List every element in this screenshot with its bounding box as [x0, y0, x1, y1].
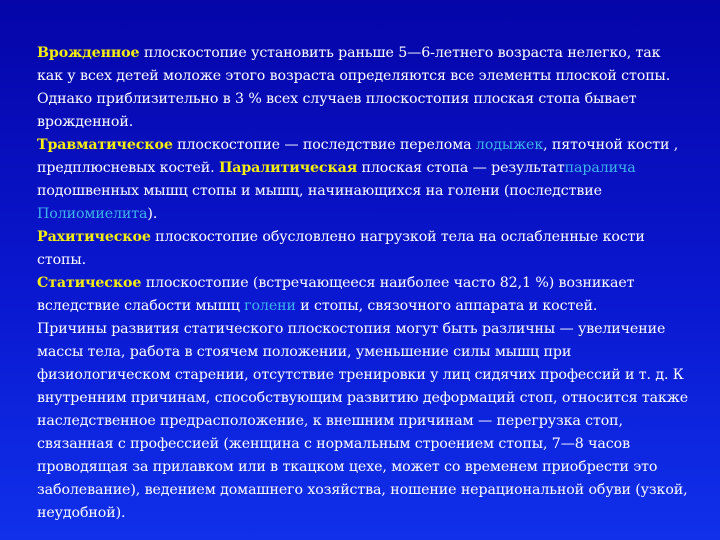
text-congenital: плоскостопие установить раньше 5—6-летнего возраста нелегко, так как у всех детей моложе этого возраста определяются все элементы плоской стопы. Однако приблизительно в 3 % всех случаев плоскостопия плоская стопа бывает врожденной.: [37, 45, 671, 130]
link-shin[interactable]: голени: [244, 298, 296, 314]
term-rachitic: Рахитическое: [37, 229, 151, 245]
text-paralytic-2: подошвенных мышц стопы и мышц, начинающихся на голени (последствие: [37, 183, 602, 199]
term-paralytic: Паралитическая: [218, 160, 358, 176]
text-traumatic-2: , пяточной кости , предплюсневых костей.: [37, 137, 679, 176]
term-traumatic: Травматическое: [37, 137, 173, 153]
paragraph-causes: Причины развития статического плоскостопия могут быть различны — увеличение массы тела, работа в стоячем положении, уменьшение силы мышц при физиологическом старении, отсутствие тренировки у лиц сидячих профессий и т. д. К внутренним причинам, способствующим развитию деформаций стоп, относится также наследственное предрасположение, к внешним причинам — перегрузка стоп, связанная с профессией (женщина с нормальным строением стопы, 7—8 часов проводящая за прилавком или в ткацком цехе, может со временем приобрести это заболевание), ведением домашнего хозяйства, ношение нерациональной обуви (узкой, неудобной).: [37, 321, 689, 521]
term-congenital: Врожденное: [37, 45, 140, 61]
link-polio[interactable]: Полиомиелита: [37, 206, 148, 222]
text-traumatic-1: плоскостопие — последствие перелома: [172, 137, 476, 153]
link-ankles[interactable]: лодыжек: [475, 137, 544, 153]
paragraph-congenital: [37, 42, 689, 134]
paragraph-static: [37, 272, 689, 318]
paragraph-traumatic: [37, 134, 689, 226]
text-rachitic: плоскостопие обусловлено нагрузкой тела на ослабленные кости стопы.: [37, 229, 645, 268]
slide-text: [37, 42, 689, 525]
text-paralytic-1: плоская стопа — результат: [357, 160, 565, 176]
text-static-1: плоскостопие (встречающееся наиболее часто 82,1 %) возникает вследствие слабости мышц: [37, 275, 635, 314]
text-paralytic-3: ).: [147, 206, 158, 222]
paragraph-rachitic: [37, 226, 689, 272]
term-static: Статическое: [37, 275, 142, 291]
link-paralysis[interactable]: паралича: [564, 160, 636, 176]
text-static-2: и стопы, связочного аппарата и костей.: [295, 298, 598, 314]
